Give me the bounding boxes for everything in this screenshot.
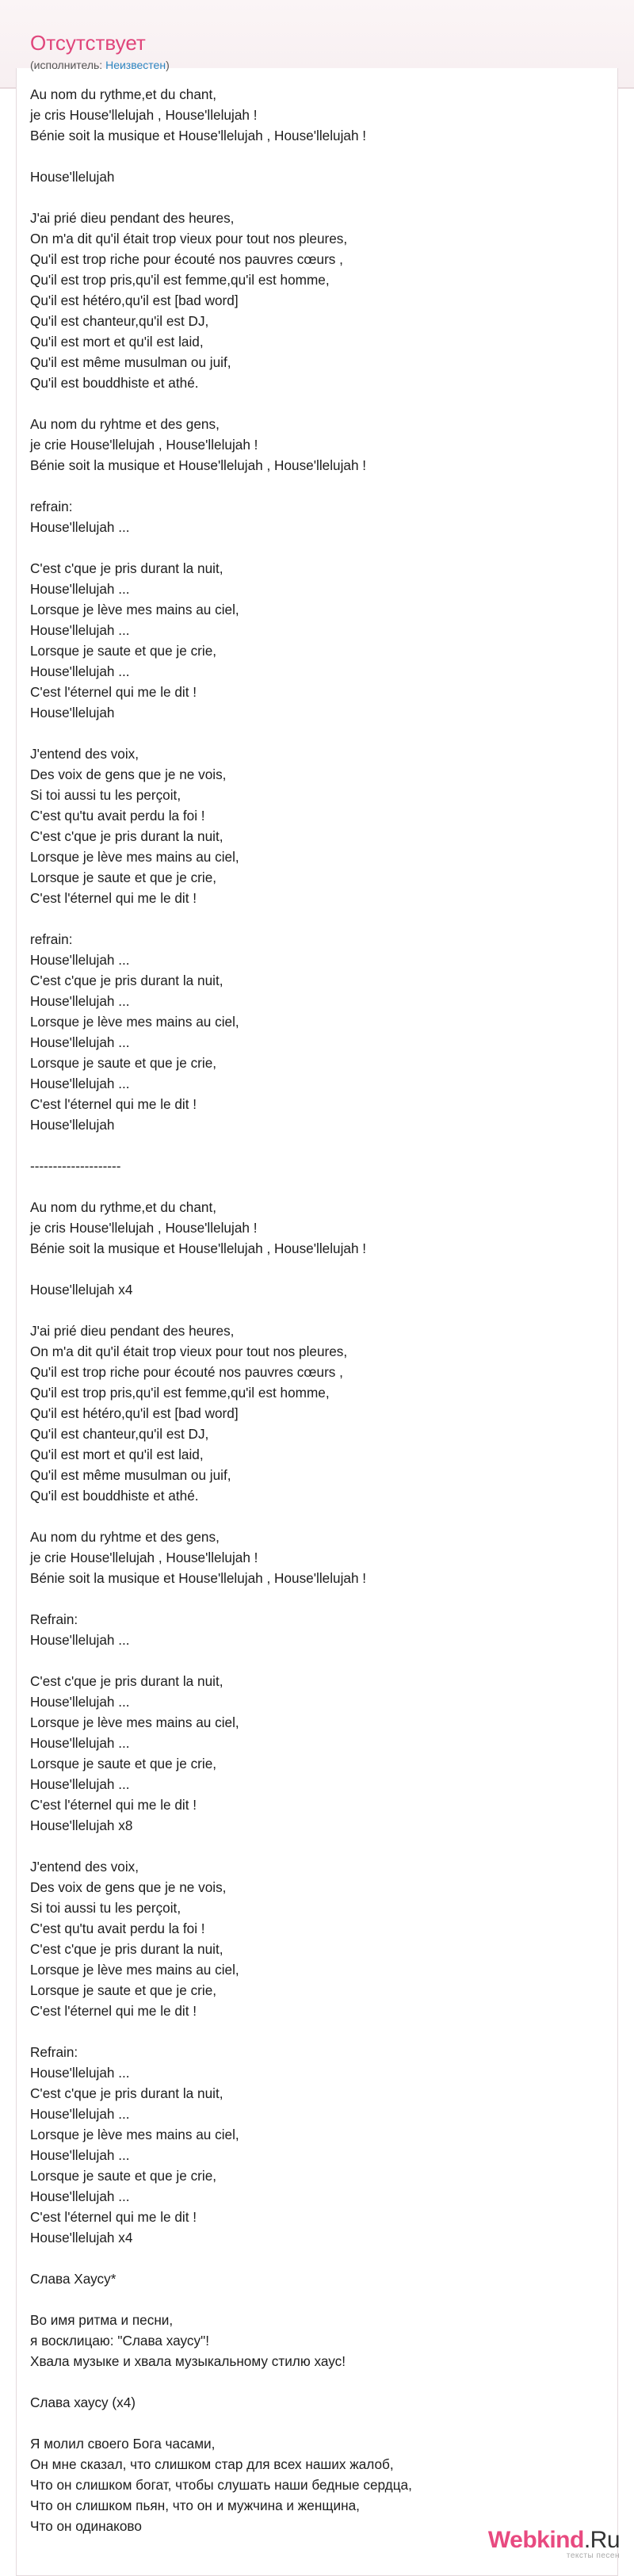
lyrics-stanza: Au nom du ryhtme et des gens, je crie House'llelujah , House'llelujah ! Bénie soit la musique et House'llelujah , House'llelujah ! xyxy=(30,416,367,473)
site-logo[interactable] xyxy=(488,2527,620,2560)
lyrics-stanza: C'est c'que je pris durant la nuit, House'llelujah ... Lorsque je lève mes mains au ciel, House'llelujah ... Lorsque je saute et que je crie, House'llelujah ... C'est l'éternel qui me le dit ! House'llelujah xyxy=(30,560,239,720)
lyrics-stanza: J'ai prié dieu pendant des heures, On m'a dit qu'il était trop vieux pour tout nos pleures, Qu'il est trop riche pour écouté nos pauvres cœurs , Qu'il est trop pris,qu'il est femme,qu'il est homme, Qu'il est hétéro,qu'il est [bad word] Qu'il est chanteur,qu'il est DJ, Qu'il est mort et qu'il est laid, Qu'il est même musulman ou juif, Qu'il est bouddhiste et athé. xyxy=(30,1323,348,1504)
logo-tagline: тексты песен xyxy=(566,2551,620,2560)
artist-suffix: ) xyxy=(166,59,170,71)
lyrics-stanza: Au nom du ryhtme et des gens, je crie House'llelujah , House'llelujah ! Bénie soit la musique et House'llelujah , House'llelujah ! xyxy=(30,1529,367,1586)
artist-link[interactable]: Неизвестен xyxy=(105,59,166,71)
lyrics-stanza: Refrain: House'llelujah ... xyxy=(30,1611,130,1648)
lyrics-stanza: House'llelujah xyxy=(30,169,115,185)
lyrics-stanza: J'ai prié dieu pendant des heures, On m'a dit qu'il était trop vieux pour tout nos pleures, Qu'il est trop riche pour écouté nos pauvres cœurs , Qu'il est trop pris,qu'il est femme,qu'il est homme, Qu'il est hétéro,qu'il est [bad word] Qu'il est chanteur,qu'il est DJ, Qu'il est mort et qu'il est laid, Qu'il est même musulman ou juif, Qu'il est bouddhiste et athé. xyxy=(30,210,348,391)
lyrics-stanza: Au nom du rythme,et du chant, je cris House'llelujah , House'llelujah ! Bénie soit la musique et House'llelujah , House'llelujah ! xyxy=(30,1199,367,1256)
lyrics-stanza: Слава Хаусу* xyxy=(30,2271,116,2287)
lyrics-stanza: C'est c'que je pris durant la nuit, House'llelujah ... Lorsque je lève mes mains au ciel, House'llelujah ... Lorsque je saute et que je crie, House'llelujah ... C'est l'éternel qui me le dit ! House'llelujah x8 xyxy=(30,1673,239,1833)
lyrics-stanza: Слава хаусу (x4) xyxy=(30,2394,136,2410)
lyrics-text xyxy=(30,84,609,2557)
artist-prefix: (исполнитель: xyxy=(30,59,106,71)
song-title: Отсутствует xyxy=(30,31,146,55)
lyrics-stanza: J'entend des voix, Des voix de gens que je ne vois, Si toi aussi tu les perçoit, C'est qu'tu avait perdu la foi ! C'est c'que je pris durant la nuit, Lorsque je lève mes mains au ciel, Lorsque je saute et que je crie, C'est l'éternel qui me le dit ! xyxy=(30,746,239,906)
logo-main-text: Webkind xyxy=(487,2527,584,2553)
lyrics-stanza: Refrain: House'llelujah ... C'est c'que je pris durant la nuit, House'llelujah ... Lorsque je lève mes mains au ciel, House'llelujah ... Lorsque je saute et que je crie, House'llelujah ... C'est l'éternel qui me le dit ! House'llelujah x4 xyxy=(30,2044,239,2245)
lyrics-stanza: Au nom du rythme,et du chant, je cris House'llelujah , House'llelujah ! Bénie soit la musique et House'llelujah , House'llelujah ! xyxy=(30,86,367,143)
lyrics-stanza: House'llelujah x4 xyxy=(30,1282,133,1298)
logo-wordmark xyxy=(488,2527,620,2554)
lyrics-stanza: -------------------- xyxy=(30,1158,121,1174)
lyrics-stanza: refrain: House'llelujah ... xyxy=(30,499,130,535)
lyrics-stanza: refrain: House'llelujah ... C'est c'que je pris durant la nuit, House'llelujah ... Lorsque je lève mes mains au ciel, House'llelujah ... Lorsque je saute et que je crie, House'llelujah ... C'est l'éternel qui me le dit ! House'llelujah xyxy=(30,931,239,1133)
lyrics-stanza: Я молил своего Бога часами, Он мне сказал, что слишком стар для всех наших жалоб, Что он слишком богат, чтобы слушать наши бедные сердца, Что он слишком пьян, что он и мужчина и женщина, Что он одинаково xyxy=(30,2436,412,2534)
lyrics-stanza: Во имя ритма и песни, я восклицаю: "Слава хаусу"! Хвала музыке и хвала музыкальному стилю хаус! xyxy=(30,2312,346,2369)
artist-line xyxy=(30,59,170,71)
lyrics-stanza: J'entend des voix, Des voix de gens que je ne vois, Si toi aussi tu les perçoit, C'est qu'tu avait perdu la foi ! C'est c'que je pris durant la nuit, Lorsque je lève mes mains au ciel, Lorsque je saute et que je crie, C'est l'éternel qui me le dit ! xyxy=(30,1859,239,2019)
logo-tld: .Ru xyxy=(583,2527,620,2553)
